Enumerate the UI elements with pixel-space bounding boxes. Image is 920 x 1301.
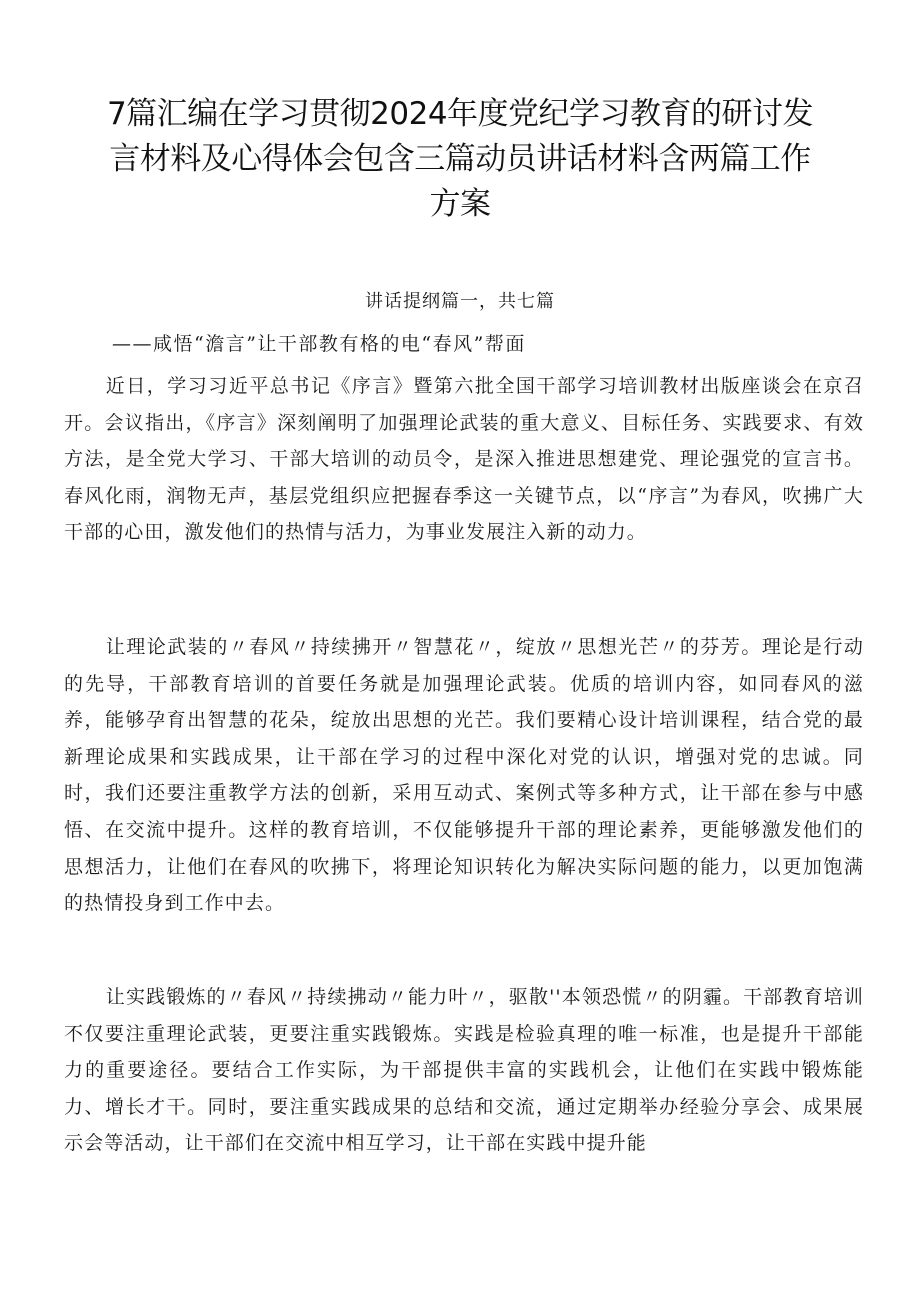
document-title: 7篇汇编在学习贯彻2024年度党纪学习教育的研讨发言材料及心得体会包含三篇动员讲话材料含两篇工作方案 — [106, 96, 814, 222]
body-paragraph: 近日，学习习近平总书记《序言》暨第六批全国干部学习培训教材出版座谈会在京召开。会议指出，《序言》深刻阐明了加强理论武装的重大意义、目标任务、实践要求、有效方法，是全党大学习、干部大培训的动员令，是深入推进思想建党、理论强党的宣言书。春风化雨，润物无声，基层党组织应把握春季这一关键节点，以“序言”为春风，吹拂广大干部的心田，激发他们的热情与活力，为事业发展注入新的动力。 — [64, 375, 864, 544]
section-subheading: ——咸悟“澹言”让干部教有格的电“春风”帮面 — [112, 333, 526, 355]
section-heading: 讲话提纲篇一，共七篇 — [365, 291, 555, 312]
body-paragraph: 让理论武装的〃春风〃持续拂开〃智慧花〃，绽放〃思想光芒〃的芬芳。理论是行动的先导，干部教育培训的首要任务就是加强理论武装。优质的培训内容，如同春风的滋养，能够孕育出智慧的花朵，绽放出思想的光芒。我们要精心设计培训课程，结合党的最新理论成果和实践成果，让干部在学习的过程中深化对党的认识，增强对党的忠诚。同时，我们还要注重教学方法的创新，采用互动式、案例式等多种方式，让干部在参与中感悟、在交流中提升。这样的教育培训，不仅能够提升干部的理论素养，更能够激发他们的思想活力，让他们在春风的吹拂下，将理论知识转化为解决实际问题的能力，以更加饱满的热情投身到工作中去。 — [64, 636, 864, 915]
body-paragraph: 让实践锻炼的〃春风〃持续拂动〃能力叶〃，驱散''本领恐慌〃的阴霾。干部教育培训不仅要注重理论武装，更要注重实践锻炼。实践是检验真理的唯一标准，也是提升干部能力的重要途径。要结合工作实际，为干部提供丰富的实践机会，让他们在实践中锻炼能力、增长才干。同时，要注重实践成果的总结和交流，通过定期举办经验分享会、成果展示会等活动，让干部们在交流中相互学习，让干部在实践中提升能 — [64, 986, 864, 1155]
